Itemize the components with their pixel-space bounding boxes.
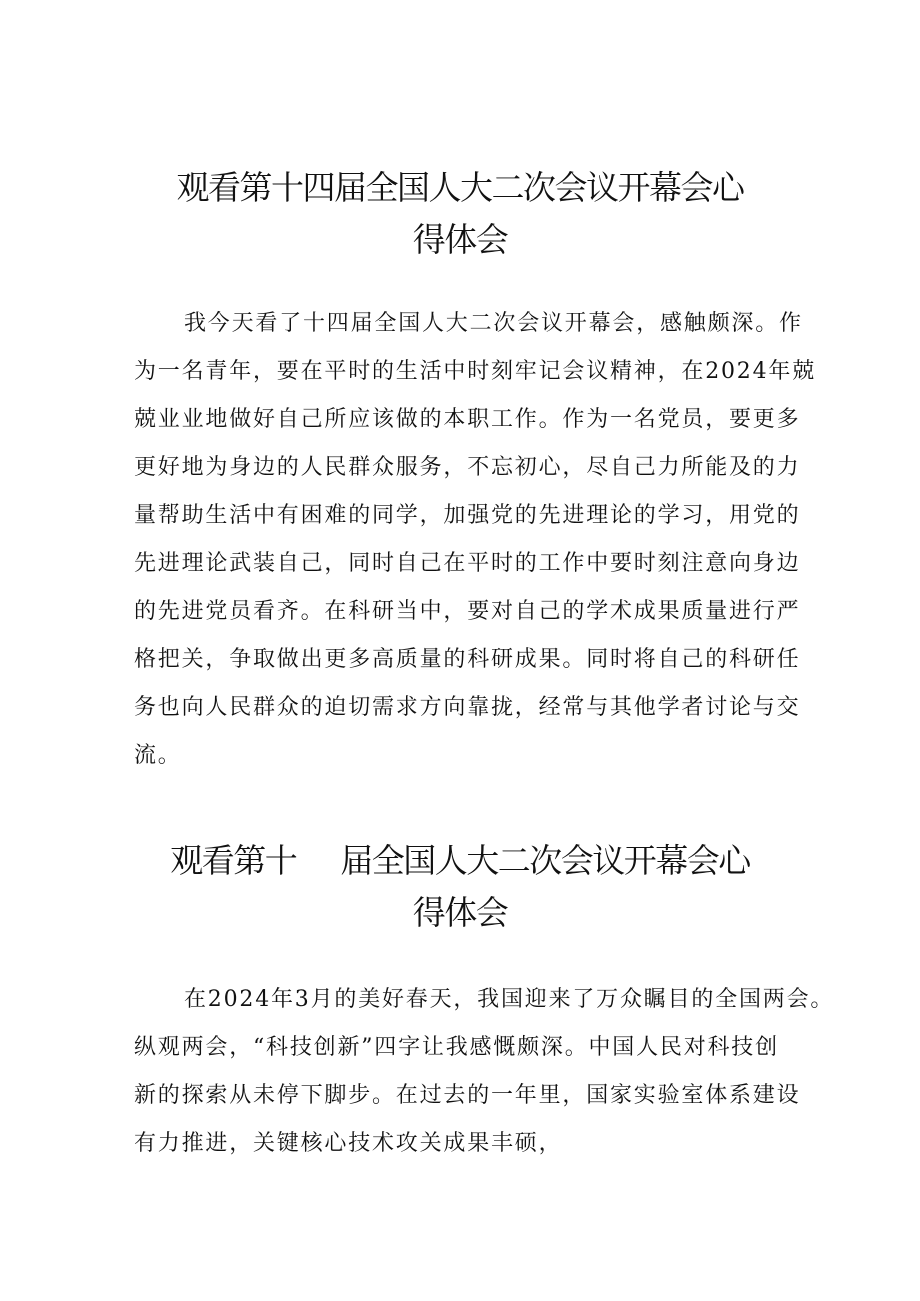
- section2-title-right: 届全国人大二次会议开幕会心: [340, 841, 750, 880]
- paragraph-line: 更好地为身边的人民群众服务，不忘初心，尽自己力所能及的力: [134, 455, 801, 480]
- paragraph-line: 先进理论武装自己，同时自己在平时的工作中要时刻注意向身边: [134, 551, 801, 576]
- section1-title: [0, 162, 920, 266]
- section2-title-line-2: 得体会: [412, 893, 508, 932]
- paragraph-line: 我今天看了十四届全国人大二次会议开幕会，感触颇深。作: [184, 311, 803, 336]
- section2-title-left: 观看第十: [170, 841, 297, 880]
- paragraph-line: 在2024年3月的美好春天，我国迎来了万众瞩目的全国两会。: [184, 987, 835, 1012]
- paragraph-line: 有力推进，关键核心技术攻关成果丰硕，: [134, 1131, 563, 1156]
- paragraph-line: 兢业业地做好自己所应该做的本职工作。作为一名党员，要更多: [134, 407, 801, 432]
- section2-title: [0, 835, 920, 939]
- paragraph-line: 格把关，争取做出更多高质量的科研成果。同时将自己的科研任: [134, 647, 801, 672]
- paragraph-line: 务也向人民群众的迫切需求方向靠拢，经常与其他学者讨论与交: [134, 695, 801, 720]
- paragraph-line: 的先进党员看齐。在科研当中，要对自己的学术成果质量进行严: [134, 599, 801, 624]
- section2-title-line-1: [0, 835, 920, 887]
- section1-paragraph: [134, 300, 816, 780]
- section1-title-line-2: 得体会: [412, 220, 508, 259]
- paragraph-line: 量帮助生活中有困难的同学，加强党的先进理论的学习，用党的: [134, 503, 801, 528]
- paragraph-line: 纵观两会，“科技创新”四字让我感慨颇深。中国人民对科技创: [134, 1035, 779, 1060]
- paragraph-line: 为一名青年，要在平时的生活中时刻牢记会议精神，在2024年兢: [134, 359, 816, 384]
- paragraph-line: 流。: [134, 743, 182, 768]
- section1-title-line-1: 观看第十四届全国人大二次会议开幕会心: [176, 168, 744, 207]
- section2-paragraph: [134, 976, 835, 1168]
- paragraph-line: 新的探索从未停下脚步。在过去的一年里，国家实验室体系建设: [134, 1083, 801, 1108]
